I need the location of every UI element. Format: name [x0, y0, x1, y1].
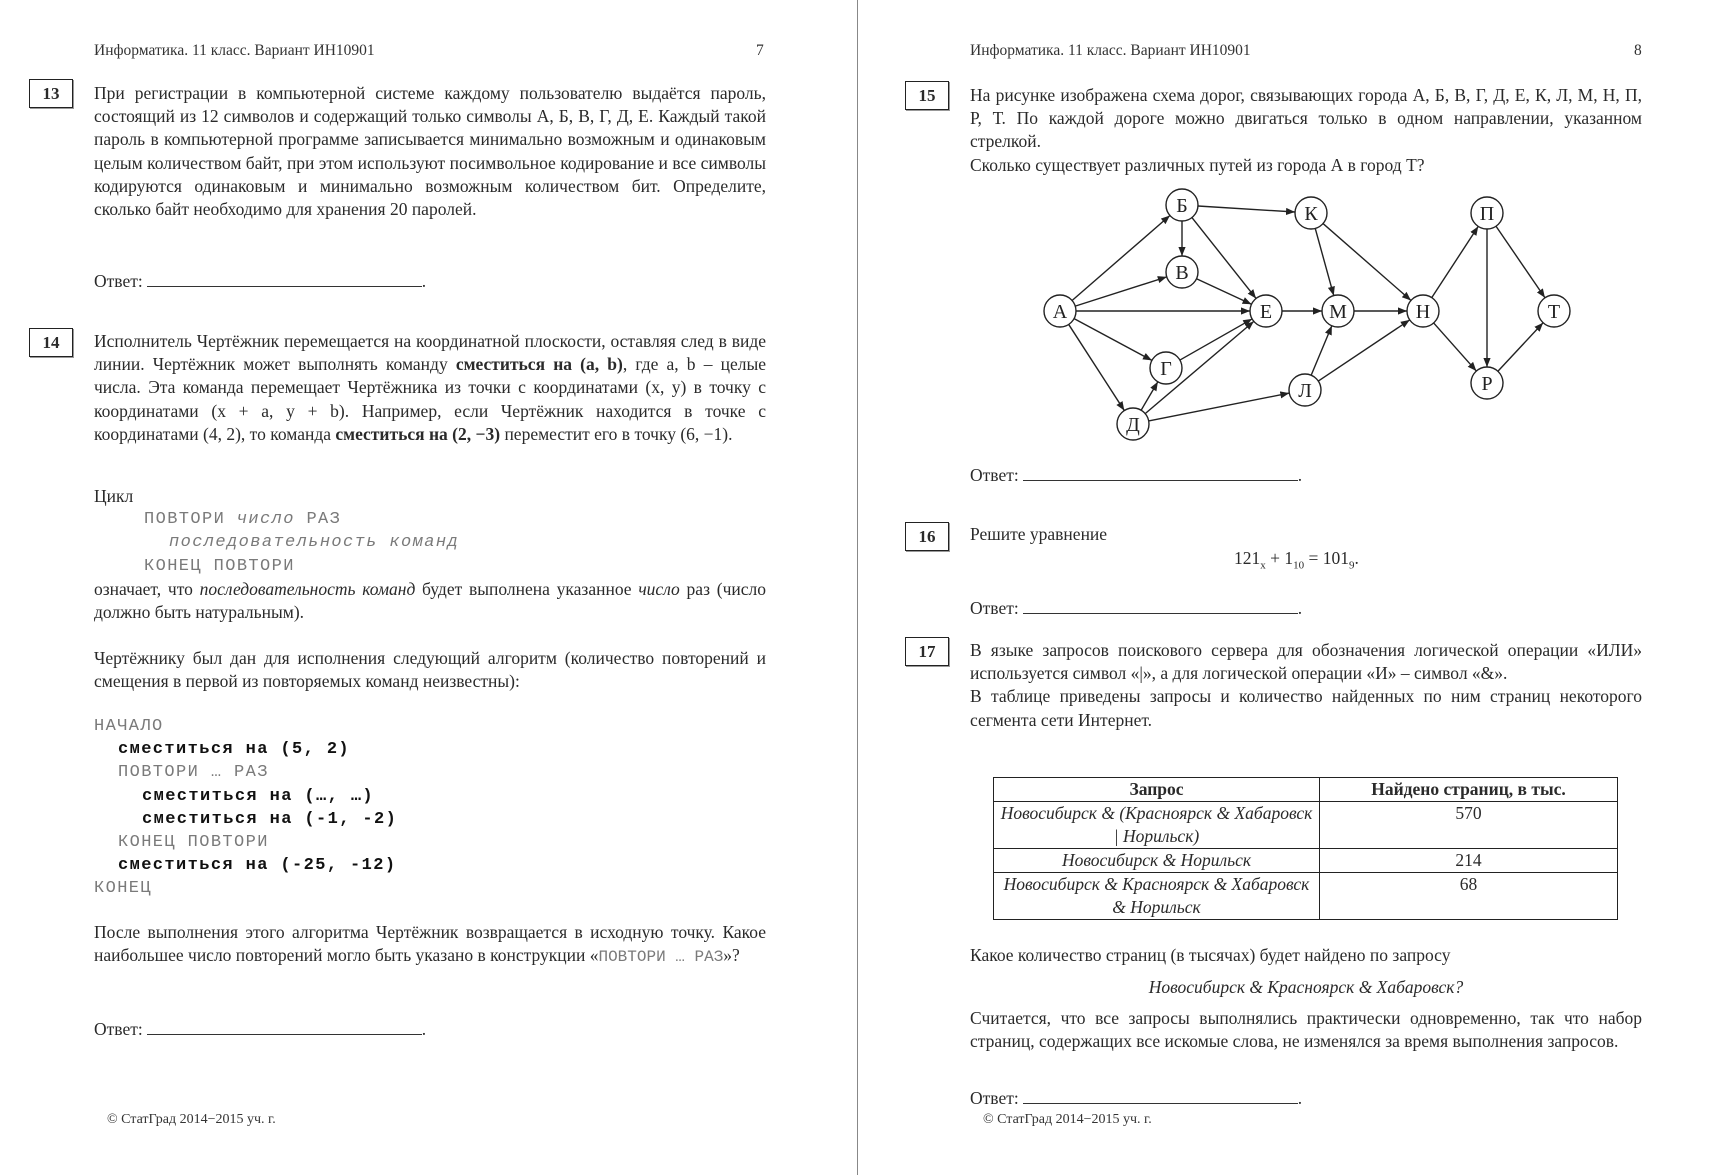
text: будет выполнена указанное [415, 578, 639, 599]
query-cell: Новосибирск & Красноярск & Хабаровск & Норильск [994, 873, 1320, 920]
city-node [1471, 197, 1503, 229]
text: раз (число должно быть натуральным). [94, 578, 766, 623]
node-label: Р [1481, 373, 1493, 395]
text: »? [723, 945, 740, 966]
question-number-16: 16 [905, 522, 949, 551]
cycle-label: Цикл [94, 486, 134, 506]
command-bold: сместиться на (a, b) [455, 354, 623, 375]
edge-Л-Н [1318, 320, 1409, 381]
answer-field-14[interactable]: Ответ: . [94, 1019, 427, 1039]
answer-line[interactable] [1023, 597, 1298, 614]
node-label: М [1329, 301, 1347, 323]
question-17-question: Какое количество страниц (в тысячах) будет найдено по запросу [970, 945, 1451, 965]
edge-А-Д [1069, 324, 1125, 410]
answer-label: Ответ: [970, 598, 1019, 618]
equation [1234, 547, 1359, 578]
subscript: 10 [1293, 559, 1305, 572]
edge-Н-Р [1434, 323, 1477, 371]
edge-К-М [1315, 228, 1334, 295]
cycle-line: КОНЕЦ ПОВТОРИ [144, 556, 295, 576]
city-node [1044, 295, 1076, 327]
text: означает, что [94, 578, 200, 599]
node-label: А [1052, 301, 1068, 323]
code-inline: ПОВТОРИ … РАЗ [598, 948, 724, 967]
table-header-row [994, 778, 1618, 802]
city-node [1150, 352, 1182, 384]
question-17-note: Считается, что все запросы выполнялись практически одновременно, так что набор страниц, содержащих все искомые слова, не изменялся за время выполнения запросов. [970, 1008, 1642, 1052]
question-16-text: Решите уравнение [970, 524, 1108, 544]
text: = 101 [1304, 548, 1349, 568]
edge-Д-Л [1149, 393, 1290, 421]
text: число [236, 510, 295, 530]
table-row [994, 873, 1618, 920]
text: Исполнитель Чертёжник перемещается на координатной плоскости, оставляя след в виде линии. Чертёжник может выполнять команду [94, 331, 766, 375]
text: число [638, 578, 680, 599]
text: На рисунке изображена схема дорог, связывающих города А, Б, В, Г, Д, Е, К, Л, М, Н, П, Р, Т. По каждой дороге можно двигаться только в одном направлении, указанном стрелкой. [970, 85, 1642, 152]
count-cell: 570 [1320, 802, 1618, 849]
algorithm-line: сместиться на (-1, -2) [142, 809, 398, 829]
text: В таблице приведены запросы и количество найденных по ним страниц некоторого сегмента сети Интернет. [970, 686, 1642, 730]
subscript: x [1260, 559, 1266, 572]
edge-Н-П [1432, 226, 1479, 297]
query-table [993, 777, 1618, 920]
edge-А-В [1075, 277, 1167, 306]
subscript: 9 [1349, 559, 1355, 572]
edge-Д-Г [1141, 382, 1158, 410]
text: В языке запросов поискового сервера для обозначения логической операции «ИЛИ» используется символ «|», а для логической операции «И» – символ «&». [970, 640, 1642, 684]
text: После выполнения этого алгоритма Чертёжник возвращается в исходную точку. Какое наибольшее число повторений могло быть указано в конструкции « [94, 922, 766, 966]
copyright: © СтатГрад 2014−2015 уч. г. [107, 1112, 276, 1127]
answer-line[interactable] [1023, 1087, 1298, 1104]
edge-А-Б [1072, 215, 1170, 300]
question-17-text [970, 639, 1642, 732]
edge-К-Н [1323, 224, 1411, 301]
query-cell: Новосибирск & (Красноярск & Хабаровск | Норильск) [994, 802, 1320, 849]
text: переместит его в точку (6, −1). [500, 423, 733, 444]
city-node [1117, 408, 1149, 440]
algorithm-line: сместиться на (…, …) [142, 786, 375, 806]
algorithm-line: КОНЕЦ ПОВТОРИ [118, 833, 269, 853]
answer-label: Ответ: [94, 271, 143, 291]
question-number-14: 14 [29, 328, 73, 357]
node-label: В [1175, 262, 1189, 284]
city-node [1471, 367, 1503, 399]
node-label: Л [1298, 380, 1312, 402]
answer-field-17[interactable]: Ответ: . [970, 1088, 1303, 1108]
answer-field-15[interactable]: Ответ: . [970, 465, 1303, 485]
algorithm-intro: Чертёжнику был дан для исполнения следующий алгоритм (количество повторений и смещения в первой из повторяемых команд неизвестны): [94, 648, 766, 692]
answer-field-16[interactable]: Ответ: . [970, 598, 1303, 618]
answer-field-13[interactable]: Ответ: . [94, 271, 427, 291]
edge-Б-Е [1192, 218, 1256, 299]
text: ПОВТОРИ [144, 510, 237, 530]
answer-label: Ответ: [970, 1088, 1019, 1108]
edge-П-Т [1496, 226, 1545, 298]
city-node [1538, 295, 1570, 327]
algorithm-line: ПОВТОРИ … РАЗ [118, 763, 269, 783]
count-cell: 214 [1320, 849, 1618, 873]
question-number-17: 17 [905, 637, 949, 666]
city-node [1407, 295, 1439, 327]
question-number-13: 13 [29, 79, 73, 108]
cycle-line: последовательность команд [169, 533, 460, 553]
node-label: Н [1415, 301, 1431, 323]
node-label: П [1479, 203, 1495, 225]
question-number-15: 15 [905, 81, 949, 110]
text: . [1354, 548, 1359, 568]
answer-line[interactable] [1023, 464, 1298, 481]
table-row [994, 802, 1618, 849]
algorithm-line: НАЧАЛО [94, 717, 164, 736]
node-label: Т [1547, 301, 1561, 323]
edge-А-Г [1074, 319, 1152, 361]
answer-label: Ответ: [94, 1019, 143, 1039]
text: Сколько существует различных путей из города А в город Т? [970, 154, 1425, 175]
text: последовательность команд [199, 578, 416, 599]
page-number: 7 [756, 42, 764, 59]
column-header: Найдено страниц, в тыс. [1320, 778, 1618, 802]
edge-Р-Т [1498, 323, 1543, 372]
query-cell: Новосибирск & Норильск [994, 849, 1320, 873]
column-header: Запрос [994, 778, 1320, 802]
city-node [1289, 374, 1321, 406]
node-label: Д [1126, 414, 1140, 436]
copyright: © СтатГрад 2014−2015 уч. г. [983, 1112, 1152, 1127]
city-node [1250, 295, 1282, 327]
node-label: Б [1176, 195, 1188, 217]
city-node [1295, 197, 1327, 229]
text: + 1 [1265, 548, 1294, 568]
node-label: К [1304, 203, 1318, 225]
answer-label: Ответ: [970, 465, 1019, 485]
node-label: Г [1160, 358, 1172, 380]
page-number: 8 [1634, 42, 1642, 59]
city-node [1166, 189, 1198, 221]
text: , где a, b – целые числа. Эта команда перемещает Чертёжника из точки с координатами (x, y) в точку с координатами (x + a, y + b). Например, если Чертёжник находится в точке с координатами (4, 2), то команда [94, 354, 767, 444]
algorithm-line: сместиться на (-25, -12) [118, 856, 397, 876]
example-bold: сместиться на (2, −3) [335, 423, 501, 444]
question-13-text: При регистрации в компьютерной системе каждому пользователю выдаётся пароль, состоящий из 12 символов и содержащий только символы А, Б, В, Г, Д, Е. Каждый такой пароль в компьютерной программе записывается минимально возможным и одинаковым целым количеством байт, при этом используют посимвольное кодирование и все символы кодируются одинаковым и минимально возможным количеством бит. Определите, сколько байт необходимо для хранения 20 паролей. [94, 83, 766, 220]
algorithm-line: сместиться на (5, 2) [118, 740, 351, 760]
city-node [1322, 295, 1354, 327]
edge-Б-К [1198, 206, 1295, 212]
target-query: Новосибирск & Красноярск & Хабаровск? [1148, 977, 1464, 997]
table-row [994, 849, 1618, 873]
node-label: Е [1259, 301, 1273, 323]
text: РАЗ [294, 510, 342, 530]
text: 121 [1234, 548, 1261, 568]
city-node [1166, 256, 1198, 288]
count-cell: 68 [1320, 873, 1618, 920]
edge-Л-М [1311, 326, 1332, 375]
page-header: Информатика. 11 класс. Вариант ИН10901 [94, 42, 375, 59]
page-header: Информатика. 11 класс. Вариант ИН10901 [970, 42, 1251, 59]
algorithm-line: КОНЕЦ [94, 879, 153, 899]
